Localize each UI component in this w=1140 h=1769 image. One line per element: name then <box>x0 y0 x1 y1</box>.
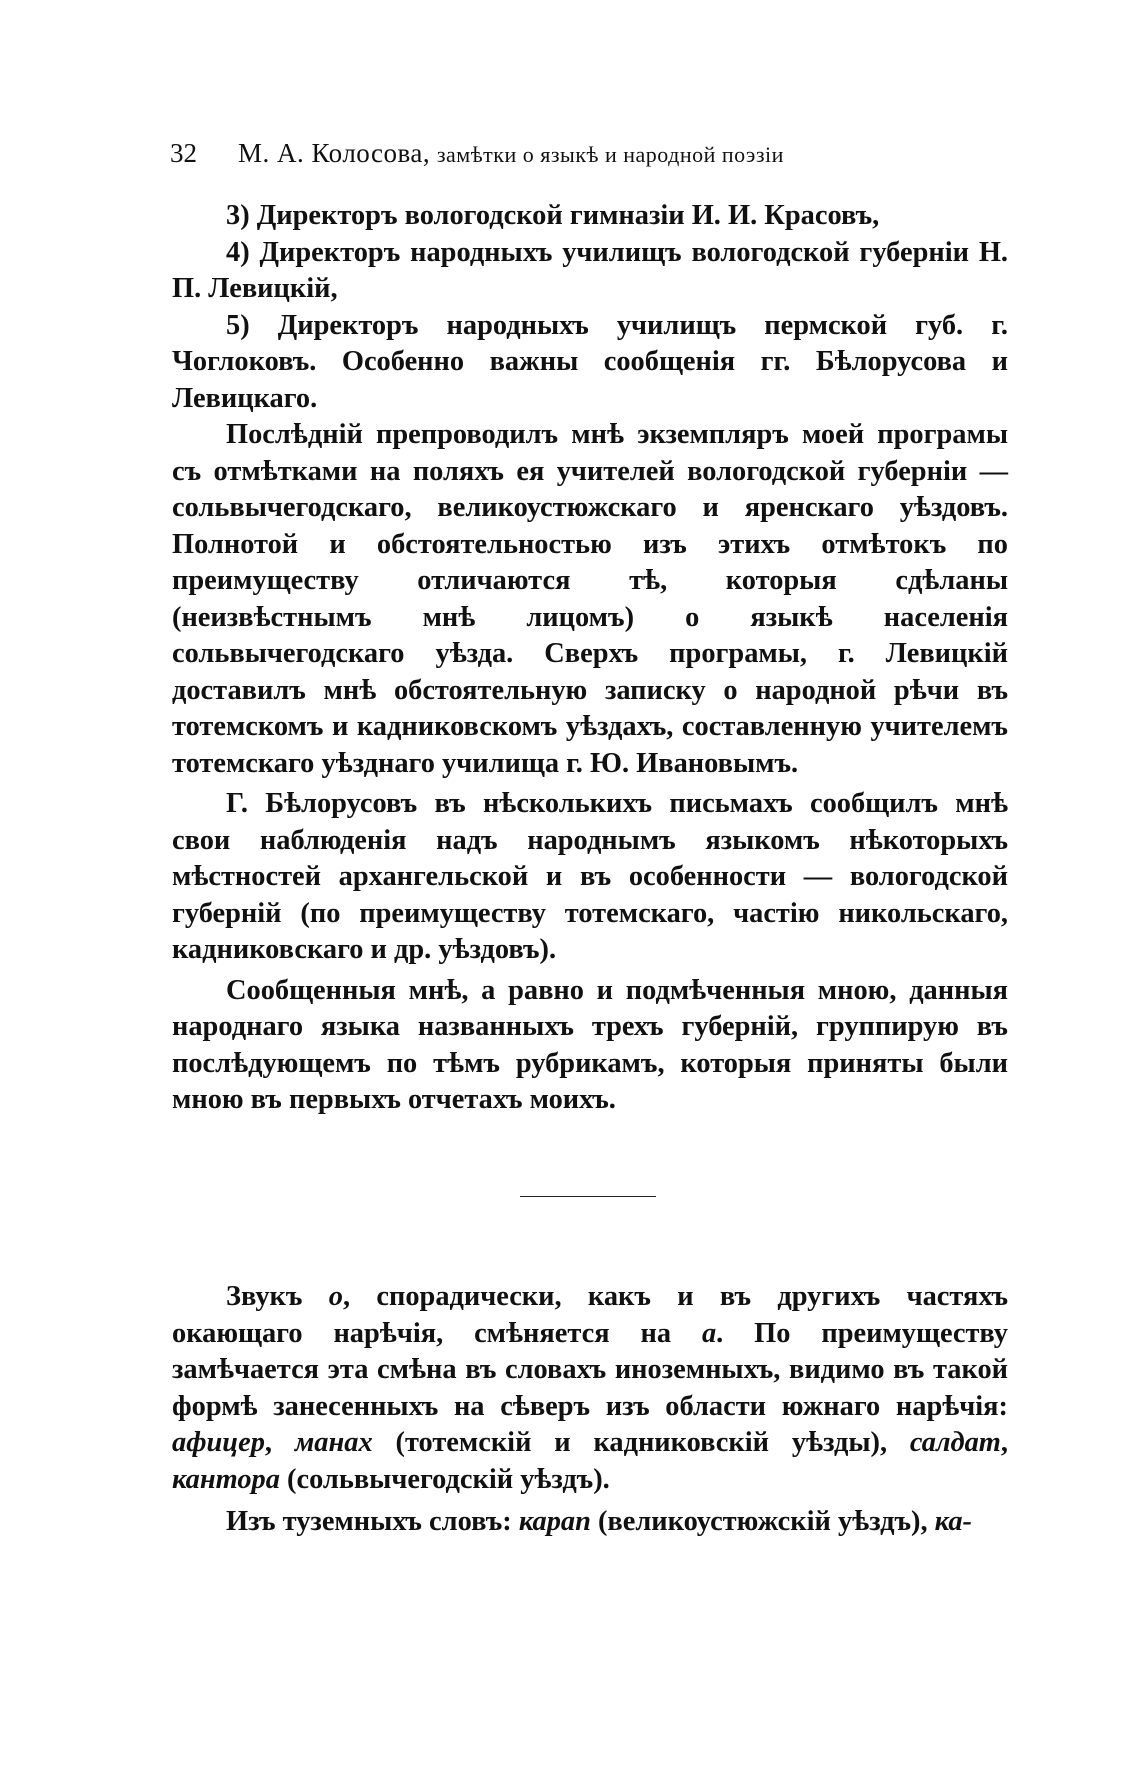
running-head-title: замѣтки о языкѣ и народной поэзіи <box>436 142 784 167</box>
text-run: (тотемскій и кадниковскій уѣзды), <box>372 1427 910 1458</box>
running-head-author: М. А. Колосова, <box>238 138 431 168</box>
italic-term: салдат <box>909 1427 1001 1458</box>
list-item-3: 3) Директоръ вологодской гимназіи И. И. Красовъ, <box>226 200 880 231</box>
section-text <box>172 1279 1008 1541</box>
italic-term: манах <box>294 1427 373 1458</box>
section-divider <box>520 1196 656 1197</box>
italic-term: кантора <box>172 1463 280 1495</box>
italic-term: а <box>701 1317 717 1349</box>
italic-term: ка- <box>934 1506 973 1537</box>
text-run: , <box>1000 1427 1008 1458</box>
italic-term: о <box>328 1281 343 1312</box>
main-text <box>172 198 1008 1119</box>
text-run: Изъ туземныхъ словъ: <box>226 1506 519 1537</box>
paragraph <box>172 1504 1008 1541</box>
text-run: (сольвычегодскій уѣздъ). <box>279 1463 610 1495</box>
text-run: , спорадически, какъ и въ другихъ частяхъ окающаго нарѣчія, смѣняется на <box>172 1281 1008 1349</box>
running-head <box>170 133 1010 173</box>
list-item-5: 5) Директоръ народныхъ училищъ пермской губ. г. Чоглоковъ. Особенно важны сообщенія гг. Бѣлорусова и Левицкаго. <box>172 309 1008 414</box>
paragraph: Г. Бѣлорусовъ въ нѣсколькихъ письмахъ сообщилъ мнѣ свои наблюденія надъ народнымъ языкомъ нѣкоторыхъ мѣстностей архангельской и въ особенности — вологодской губерній (по преимуществу тотемскаго, частію никольскаго, кадниковскаго и др. уѣздовъ). <box>172 788 1008 965</box>
page-number: 32 <box>170 138 197 168</box>
text-run: (великоустюжскій уѣздъ), <box>590 1506 935 1537</box>
text-run: . По преимуществу замѣчается эта смѣна въ словахъ иноземныхъ, видимо въ такой формѣ занесенныхъ на сѣверъ изъ области южнаго нарѣчія: <box>172 1317 1008 1422</box>
text-run: Звукъ <box>226 1281 329 1312</box>
paragraph: Сообщенныя мнѣ, а равно и подмѣченныя мною, данныя народнаго языка названныхъ трехъ губерній, группирую въ послѣдующемъ по тѣмъ рубрикамъ, которыя приняты были мною въ первыхъ отчетахъ моихъ. <box>172 974 1008 1115</box>
paragraph: Послѣдній препроводилъ мнѣ экземпляръ моей програмы съ отмѣтками на поляхъ ея учителей вологодской губерніи — сольвычегодскаго, великоустюжскаго и яренскаго уѣздовъ. Полнотой и обстоятельностью изъ этихъ отмѣтокъ по преимуществу отличаются тѣ, которыя сдѣланы (неизвѣстнымъ мнѣ лицомъ) о языкѣ населенія сольвычегодскаго уѣзда. Сверхъ програмы, г. Левицкій доставилъ мнѣ обстоятельную записку о народной рѣчи въ тотемскомъ и кадниковскомъ уѣздахъ, составленную учителемъ тотемскаго уѣзднаго училища г. Ю. Ивановымъ. <box>172 419 1008 779</box>
list-item-4: 4) Директоръ народныхъ училищъ вологодской губерніи Н. П. Левицкій, <box>172 236 1008 304</box>
paragraph <box>172 1279 1008 1498</box>
text-run: , <box>264 1427 295 1458</box>
italic-term: карап <box>518 1506 591 1537</box>
italic-term: афицер <box>172 1427 265 1458</box>
